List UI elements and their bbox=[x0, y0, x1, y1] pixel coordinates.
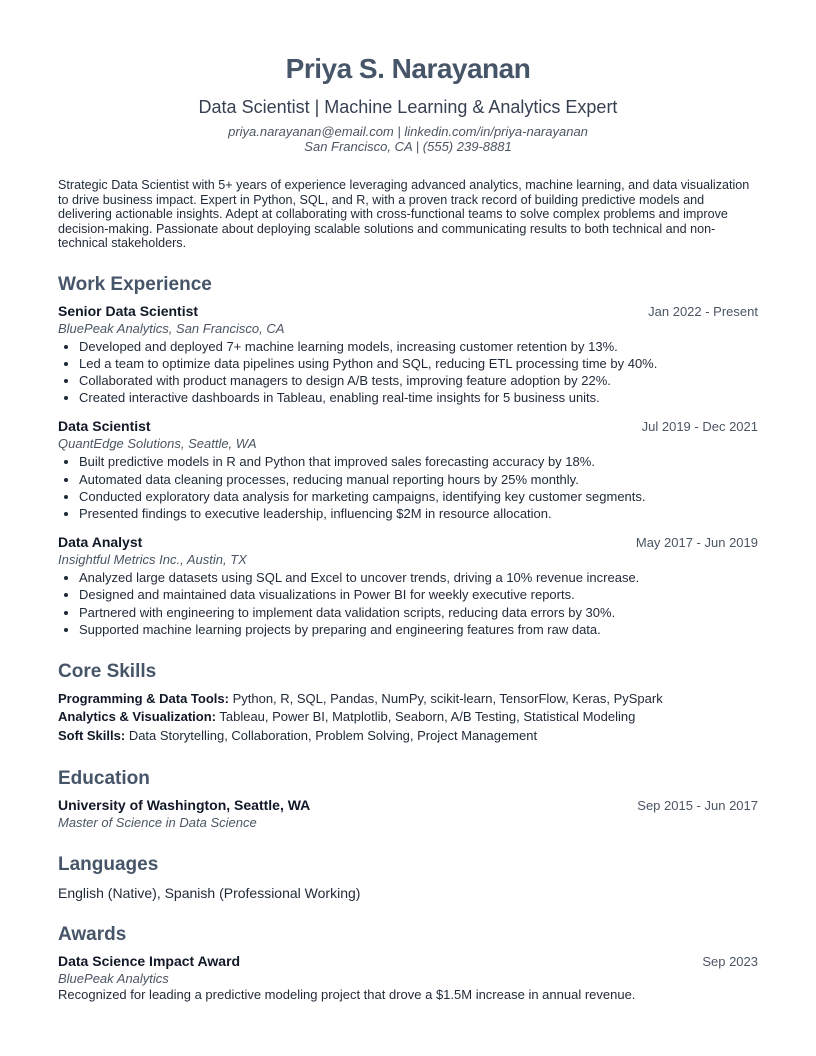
award-entry bbox=[58, 953, 758, 1002]
section-heading-education: Education bbox=[58, 768, 150, 790]
job-bullets bbox=[58, 453, 758, 522]
section-heading-languages: Languages bbox=[58, 854, 159, 876]
job-bullets bbox=[58, 569, 758, 638]
profile-summary: Strategic Data Scientist with 5+ years of experience leveraging advanced analytics, machine learning, and data visualization to drive business impact. Expert in Python, SQL, and R, with a proven track record of building predictive models and delivering actionable insights. Adept at collaborating with cross-functional teams to solve complex problems and improve decision-making. Passionate about deploying scalable solutions and communicating results to both technical and non-technical stakeholders. bbox=[58, 178, 750, 250]
job-bullet: • Partnered with engineering to implement data validation scripts, reducing data errors by 30%. bbox=[79, 604, 758, 621]
job-dates: May 2017 - Jun 2019 bbox=[635, 535, 758, 551]
education-dates: Sep 2015 - Jun 2017 bbox=[637, 798, 758, 814]
contact-email-linkedin: priya.narayanan@email.com | linkedin.com/in/priya-narayanan bbox=[228, 124, 588, 139]
contact-location-phone: San Francisco, CA | (555) 239-8881 bbox=[304, 139, 512, 154]
job-title: Data Analyst bbox=[58, 534, 143, 551]
education-entry bbox=[58, 797, 758, 814]
job-title: Senior Data Scientist bbox=[58, 302, 199, 319]
section-heading-experience: Work Experience bbox=[58, 273, 212, 295]
skill-line bbox=[58, 690, 758, 709]
skill-values: Python, R, SQL, Pandas, NumPy, scikit-learn, TensorFlow, Keras, PySpark bbox=[232, 690, 663, 706]
languages-list: English (Native), Spanish (Professional Working) bbox=[58, 885, 361, 902]
candidate-name: Priya S. Narayanan bbox=[285, 53, 531, 84]
award-description: Recognized for leading a predictive modeling project that drove a $1.5M increase in annual revenue. bbox=[58, 987, 636, 1003]
section-heading-skills: Core Skills bbox=[58, 660, 157, 682]
job-bullet: • Created interactive dashboards in Tableau, enabling real-time insights for 5 business units. bbox=[79, 389, 758, 406]
job-bullets bbox=[58, 338, 758, 407]
skill-values: Data Storytelling, Collaboration, Problem Solving, Project Management bbox=[128, 727, 538, 743]
award-title: Data Science Impact Award bbox=[58, 953, 241, 970]
job-bullet: • Led a team to optimize data pipelines using Python and SQL, reducing ETL processing time by 40%. bbox=[79, 355, 758, 372]
award-date: Sep 2023 bbox=[702, 954, 758, 970]
skill-category: Soft Skills: bbox=[58, 727, 126, 743]
skill-values: Tableau, Power BI, Matplotlib, Seaborn, A/B Testing, Statistical Modeling bbox=[219, 709, 636, 725]
job-bullet: • Supported machine learning projects by preparing and engineering features from raw data. bbox=[79, 621, 758, 638]
job-bullet: • Presented findings to executive leadership, influencing $2M in resource allocation. bbox=[79, 505, 758, 522]
job-bullet: • Designed and maintained data visualizations in Power BI for weekly executive reports. bbox=[79, 586, 758, 603]
job-entry bbox=[58, 418, 758, 522]
job-dates: Jul 2019 - Dec 2021 bbox=[641, 419, 758, 435]
job-title: Data Scientist bbox=[58, 418, 151, 435]
skill-line bbox=[58, 708, 758, 727]
job-bullet: • Built predictive models in R and Python that improved sales forecasting accuracy by 18%. bbox=[79, 453, 758, 470]
skill-line bbox=[58, 727, 758, 746]
contact-info bbox=[58, 124, 758, 154]
skill-category: Programming & Data Tools: bbox=[58, 690, 229, 706]
job-entry bbox=[58, 534, 758, 638]
section-heading-awards: Awards bbox=[58, 924, 127, 946]
job-bullet: • Automated data cleaning processes, reducing manual reporting hours by 25% monthly. bbox=[79, 471, 758, 488]
job-bullet: • Conducted exploratory data analysis for marketing campaigns, identifying key customer segments. bbox=[79, 488, 758, 505]
skill-category: Analytics & Visualization: bbox=[58, 709, 216, 725]
job-dates: Jan 2022 - Present bbox=[648, 303, 758, 319]
degree: Master of Science in Data Science bbox=[58, 815, 257, 831]
job-company: BluePeak Analytics, San Francisco, CA bbox=[58, 320, 285, 336]
job-bullet: • Developed and deployed 7+ machine learning models, increasing customer retention by 13%. bbox=[79, 338, 758, 355]
professional-title: Data Scientist | Machine Learning & Analytics Expert bbox=[198, 97, 618, 117]
job-company: Insightful Metrics Inc., Austin, TX bbox=[58, 552, 247, 568]
job-bullet: • Collaborated with product managers to design A/B tests, improving feature adoption by 22%. bbox=[79, 372, 758, 389]
job-entry bbox=[58, 303, 758, 407]
award-organization: BluePeak Analytics bbox=[58, 971, 169, 987]
job-bullet: • Analyzed large datasets using SQL and Excel to uncover trends, driving a 10% revenue increase. bbox=[79, 569, 758, 586]
job-company: QuantEdge Solutions, Seattle, WA bbox=[58, 436, 257, 452]
school-name: University of Washington, Seattle, WA bbox=[58, 797, 311, 814]
